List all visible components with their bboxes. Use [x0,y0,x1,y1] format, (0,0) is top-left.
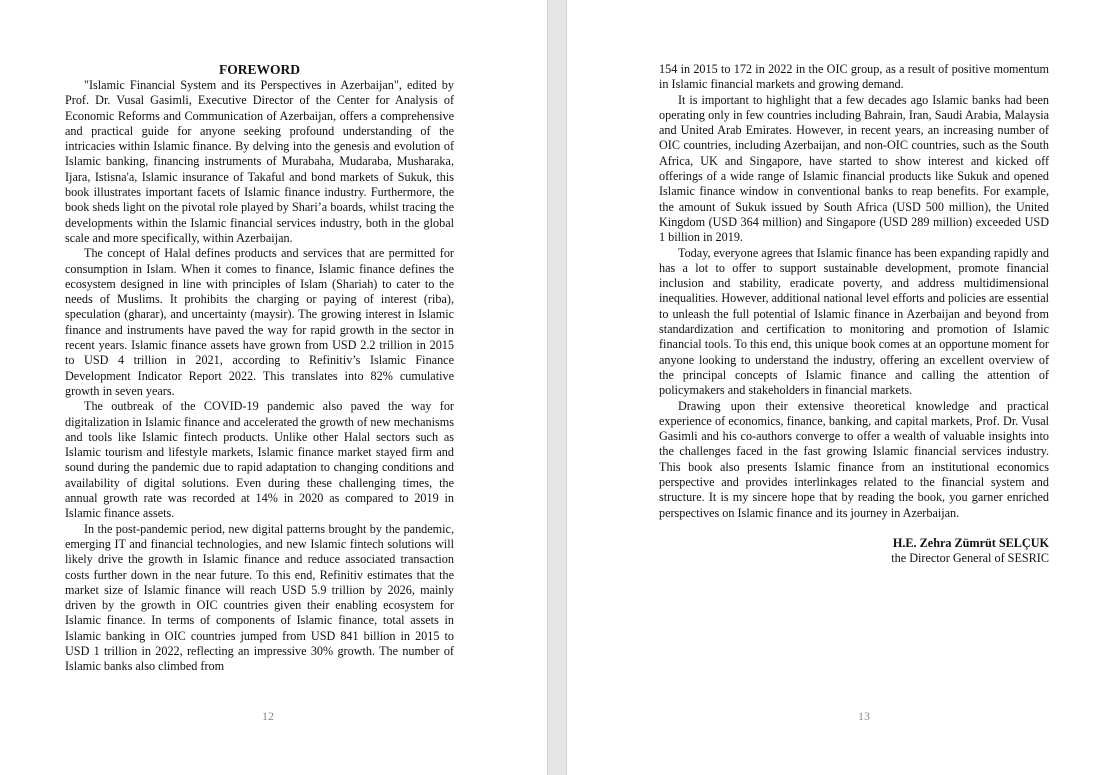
right-page [567,0,1119,775]
page-gutter [547,0,567,775]
foreword-heading: FOREWORD [219,62,300,77]
paragraph-continued: 154 in 2015 to 172 in 2022 in the OIC group, as a result of positive momentum in Islamic financial markets and growing demand. [659,62,1049,92]
paragraph: "Islamic Financial System and its Perspectives in Azerbaijan", edited by Prof. Dr. Vusal Gasimli, Executive Director of the Center for Analysis of Economic Reforms and Communication of Azerbaijan, offers a comprehensive and practical guide for anyone seeking profound understanding of the intricacies within Islamic finance. By delving into the genesis and evolution of Islamic banking, financing instruments of Murabaha, Mudaraba, Musharaka, Ijara, Istisna'a, Islamic insurance of Takaful and bond markets of Sukuk, this book illustrates important facets of Islamic finance industry. Furthermore, the book sheds light on the pivotal role played by Shari’a boards, whilst tracing the developments within the Islamic financial services industry, both in the global scale and more specifically, within Azerbaijan. [65,78,454,245]
signature-name: H.E. Zehra Zümrüt SELÇUK [892,535,1049,550]
signature-title: the Director General of SESRIC [891,551,1049,566]
paragraph: The concept of Halal defines products and services that are permitted for consumption in Islam. When it comes to finance, Islamic finance defines the ecosystem designed in line with principles of Islam (Shariah) to cater to the needs of Muslims. It prohibits the charging or paying of interest (riba), speculation (gharar), and uncertainty (maysir). The growing interest in Islamic finance and instruments have paved the way for rapid growth in the sector in recent years. Islamic finance assets have grown from USD 2.2 trillion in 2015 to USD 4 trillion in 2021, according to Refinitiv’s Islamic Finance Development Indicator Report 2022. This translates into 82% cumulative growth in seven years. [65,246,454,398]
page-number: 12 [262,709,274,723]
right-page-body [659,62,1049,567]
signature-block [659,536,1049,567]
paragraph: Drawing upon their extensive theoretical knowledge and practical experience of economics, finance, banking, and capital markets, Prof. Dr. Vusal Gasimli and his co-authors converge to offer a wealth of valuable insights into the challenges faced in the fast growing Islamic financial services industry. This book also presents Islamic finance from an institutional economics perspective and provides interlinkages related to the financial system and structure. It is my sincere hope that by reading the book, you garner enriched perspectives on Islamic finance and its journey in Azerbaijan. [659,398,1049,520]
paragraph: The outbreak of the COVID-19 pandemic also paved the way for digitalization in Islamic finance and accelerated the growth of new mechanisms and tools like Islamic fintech products. Unlike other Halal sectors such as Islamic tourism and lifestyle markets, Islamic finance market stayed firm and sound during the pandemic due to rapid adaptation to changing conditions and availability of digital solutions. Even during these challenging times, the annual growth rate was recorded at 14% in 2020 as compared to 2019 in Islamic finance assets. [65,399,454,521]
left-page [0,0,547,775]
page-number: 13 [858,709,870,723]
left-page-body [65,78,454,675]
paragraph: Today, everyone agrees that Islamic finance has been expanding rapidly and has a lot to offer to support sustainable development, promote financial inclusion and stability, eradicate poverty, and address multidimensional inequalities. However, additional national level efforts and policies are essential to unleash the full potential of Islamic finance in Azerbaijan and beyond from standardization and certification to monitoring and promotion of Islamic financial tools. To this end, this unique book comes at an opportune moment for anyone looking to understand the industry, offering an excellent overview of the principal concepts of Islamic finance and calling the attention of policymakers and stakeholders in financial markets. [659,245,1049,398]
paragraph: It is important to highlight that a few decades ago Islamic banks had been operating only in few countries including Bahrain, Iran, Saudi Arabia, Malaysia and United Arab Emirates. However, in recent years, an increasing number of OIC countries, including Azerbaijan, and non-OIC countries, such as the South Africa, UK and Singapore, have started to show interest and kicked off offerings of a wide range of Islamic financial products like Sukuk and opened Islamic finance window in conventional banks to reap benefits. For example, the amount of Sukuk issued by South Africa (USD 500 million), the United Kingdom (USD 364 million) and Singapore (USD 289 million) exceeded USD 1 billion in 2019. [659,92,1049,245]
paragraph: In the post-pandemic period, new digital patterns brought by the pandemic, emerging IT and financial technologies, and new Islamic fintech solutions will likely drive the growth in Islamic finance and reduce associated transaction costs further down in the near future. To this end, Refinitiv estimates that the market size of Islamic finance will reach USD 5.9 trillion by 2026, mainly driven by the growth in OIC countries given their enabling ecosystem for Islamic finance. In terms of components of Islamic finance, total assets in Islamic banking in OIC countries jumped from USD 841 billion in 2015 to USD 1 trillion in 2022, reflecting an impressive 30% growth. The number of Islamic banks also climbed from [65,521,454,674]
